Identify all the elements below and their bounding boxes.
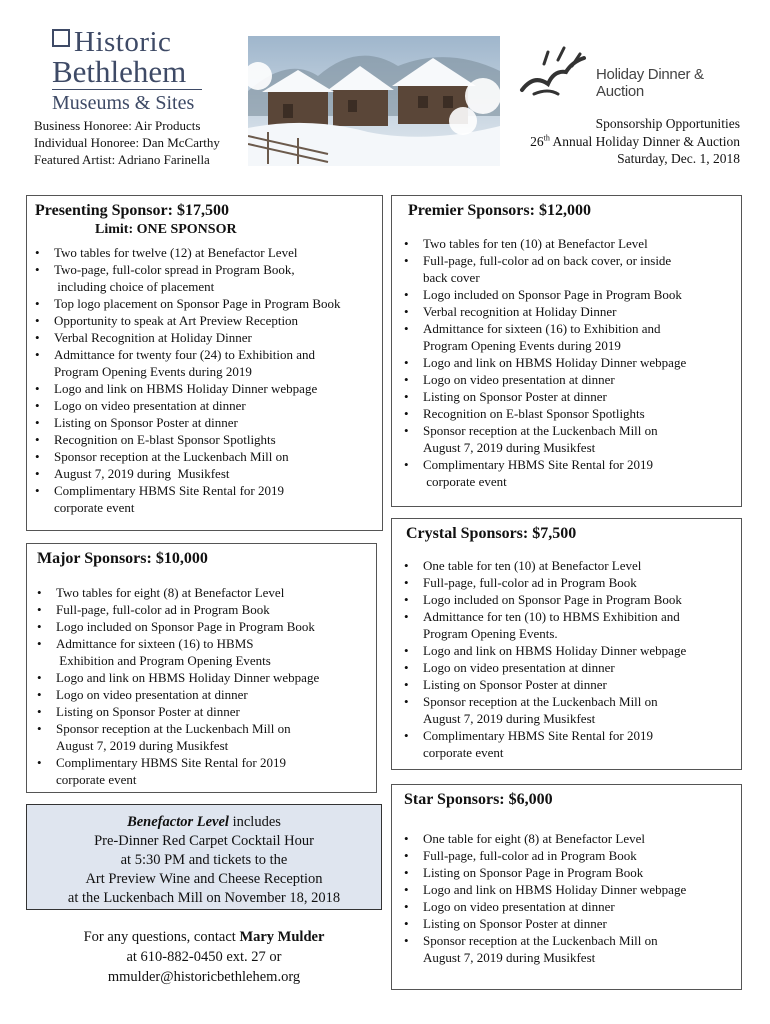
benefit-item [35, 448, 382, 465]
benefit-item [37, 754, 376, 788]
benefit-item [404, 286, 741, 303]
contact-phone: at 610-882-0450 ext. 27 or [126, 949, 282, 965]
benefit-text: • Logo and link on HBMS Holiday Dinner webpage [423, 882, 687, 897]
benefit-item [404, 354, 741, 371]
benefit-text: • Listing on Sponsor Poster at dinner [423, 389, 607, 404]
logo-text-historic: Historic [74, 26, 172, 58]
benefit-text: • Admittance for twenty four (24) to Exhibition and [54, 347, 316, 362]
contact-email[interactable]: mmulder@historicbethlehem.org [107, 969, 301, 985]
benefit-text: • Sponsor reception at the Luckenbach Mill on [54, 449, 289, 464]
presenting-limit: Limit: ONE SPONSOR [95, 222, 237, 237]
benefactor-emphasis: Benefactor Level [127, 814, 229, 830]
benefit-text: including choice of placement [54, 279, 215, 294]
benefactor-line-4: Art Preview Wine and Cheese Reception [85, 871, 323, 887]
benefit-item [404, 235, 741, 252]
benefit-text: • Two tables for twelve (12) at Benefactor Level [54, 245, 298, 260]
benefit-text: • Admittance for ten (10) to HBMS Exhibition and [423, 609, 680, 624]
benefit-item [37, 618, 376, 635]
benefit-item [37, 720, 376, 754]
contact-prefix: For any questions, contact [83, 929, 240, 945]
benefit-text: • Logo on video presentation at dinner [423, 372, 615, 387]
logo-square-icon [52, 29, 70, 47]
benefit-text: back cover [423, 270, 480, 285]
individual-honoree: Individual Honoree: Dan McCarthy [34, 135, 220, 150]
benefit-text: • Listing on Sponsor Poster at dinner [56, 704, 240, 719]
annual-event-line [530, 133, 740, 151]
benefit-text: • Listing on Sponsor Poster at dinner [423, 916, 607, 931]
benefit-text: • Recognition on E-blast Sponsor Spotlights [423, 406, 645, 421]
logo-rule [52, 89, 202, 90]
benefit-text: • Sponsor reception at the Luckenbach Mill on [423, 933, 658, 948]
benefit-text: • Complimentary HBMS Site Rental for 2019 [56, 755, 287, 770]
benefit-item [404, 932, 741, 966]
benefit-text: • Opportunity to speak at Art Preview Reception [54, 313, 299, 328]
benefit-item [404, 591, 741, 608]
benefit-text: • Listing on Sponsor Poster at dinner [54, 415, 238, 430]
benefit-item [404, 659, 741, 676]
benefit-item [404, 608, 741, 642]
benefit-text: • Recognition on E-blast Sponsor Spotlights [54, 432, 276, 447]
benefit-text: • Listing on Sponsor Poster at dinner [423, 677, 607, 692]
benefit-text: • Complimentary HBMS Site Rental for 2019 [54, 483, 285, 498]
benefit-text: • Logo on video presentation at dinner [56, 687, 248, 702]
annual-number: 26 [530, 133, 544, 149]
benefit-text: • Logo on video presentation at dinner [423, 899, 615, 914]
benefit-item [404, 303, 741, 320]
crystal-benefits [404, 557, 741, 761]
benefit-text: • Admittance for sixteen (16) to Exhibition and [423, 321, 661, 336]
presenting-title: Presenting Sponsor: $17,500 [35, 202, 229, 219]
benefit-item [404, 642, 741, 659]
benefit-text: • Verbal recognition at Holiday Dinner [423, 304, 617, 319]
honorees-list [34, 117, 220, 168]
star-title: Star Sponsors: $6,000 [404, 791, 553, 808]
logo-line-museums: Museums & Sites [52, 92, 195, 114]
event-date: Saturday, Dec. 1, 2018 [617, 151, 740, 166]
premier-title: Premier Sponsors: $12,000 [408, 202, 591, 219]
benefit-text: • Full-page, full-color ad in Program Book [56, 602, 270, 617]
annual-suffix: th [543, 133, 550, 142]
benefit-text: • August 7, 2019 during Musikfest [54, 466, 230, 481]
event-info [530, 115, 740, 168]
benefit-text: corporate event [56, 772, 137, 787]
benefit-text: • Logo and link on HBMS Holiday Dinner webpage [54, 381, 318, 396]
benefit-text: • Logo included on Sponsor Page in Program Book [423, 592, 682, 607]
benefit-text: • Sponsor reception at the Luckenbach Mill on [423, 423, 658, 438]
premier-benefits [404, 235, 741, 490]
benefit-item [35, 397, 382, 414]
benefit-text: corporate event [54, 500, 135, 515]
star-sponsor-box [391, 784, 742, 990]
benefit-item [404, 915, 741, 932]
benefit-item [35, 244, 382, 261]
benefit-item [404, 676, 741, 693]
benefit-text: • One table for ten (10) at Benefactor Level [423, 558, 642, 573]
benefit-text: • Admittance for sixteen (16) to HBMS [56, 636, 254, 651]
featured-artist: Featured Artist: Adriano Farinella [34, 152, 210, 167]
benefit-text: • One table for eight (8) at Benefactor Level [423, 831, 645, 846]
benefit-item [404, 693, 741, 727]
benefit-item [404, 252, 741, 286]
benefit-item [35, 431, 382, 448]
benefit-text: August 7, 2019 during Musikfest [56, 738, 229, 753]
benefit-item [404, 830, 741, 847]
benefit-text: August 7, 2019 during Musikfest [423, 440, 596, 455]
benefit-text: August 7, 2019 during Musikfest [423, 950, 596, 965]
benefit-text: • Full-page, full-color ad in Program Book [423, 848, 637, 863]
benefit-item [35, 482, 382, 516]
annual-rest: Annual Holiday Dinner & Auction [549, 133, 740, 149]
benefit-item [37, 635, 376, 669]
benefit-item [35, 312, 382, 329]
crystal-sponsor-box [391, 518, 742, 770]
benefit-text: Program Opening Events. [423, 626, 558, 641]
benefit-item [37, 601, 376, 618]
contact-info [26, 927, 382, 987]
major-title: Major Sponsors: $10,000 [37, 550, 208, 567]
holiday-dinner-logo [514, 44, 734, 100]
benefit-item [35, 329, 382, 346]
benefit-item [404, 898, 741, 915]
crystal-title: Crystal Sponsors: $7,500 [406, 525, 577, 542]
benefit-item [404, 574, 741, 591]
benefactor-line-1 [27, 813, 381, 832]
benefit-item [404, 727, 741, 761]
benefit-item [404, 320, 741, 354]
benefit-text: • Two tables for eight (8) at Benefactor Level [56, 585, 285, 600]
benefactor-includes: includes [228, 814, 281, 830]
benefit-text: Exhibition and Program Opening Events [56, 653, 271, 668]
benefit-item [35, 465, 382, 482]
benefit-item [404, 388, 741, 405]
benefit-item [37, 584, 376, 601]
benefit-item [404, 456, 741, 490]
benefit-text: • Sponsor reception at the Luckenbach Mill on [423, 694, 658, 709]
benefit-item [37, 669, 376, 686]
benefit-item [35, 346, 382, 380]
benefit-item [404, 881, 741, 898]
snowy-farm-photo [248, 36, 500, 166]
benefit-text: • Listing on Sponsor Page in Program Book [423, 865, 644, 880]
benefit-text: Program Opening Events during 2019 [54, 364, 252, 379]
benefit-text: • Full-page, full-color ad in Program Book [423, 575, 637, 590]
benefit-text: • Two tables for ten (10) at Benefactor Level [423, 236, 648, 251]
benefit-text: • Logo on video presentation at dinner [423, 660, 615, 675]
benefit-item [404, 405, 741, 422]
benefit-text: • Logo included on Sponsor Page in Program Book [56, 619, 315, 634]
benefit-item [404, 864, 741, 881]
benefit-item [35, 261, 382, 295]
benefit-text: • Logo and link on HBMS Holiday Dinner webpage [56, 670, 320, 685]
benefit-item [404, 371, 741, 388]
presenting-benefits [35, 244, 382, 516]
event-logo-text: Holiday Dinner & Auction [596, 66, 704, 100]
benefactor-line-5: at the Luckenbach Mill on November 18, 2018 [67, 890, 341, 906]
benefit-text: • Complimentary HBMS Site Rental for 2019 [423, 728, 654, 743]
opportunities-heading: Sponsorship Opportunities [595, 116, 740, 131]
business-honoree: Business Honoree: Air Products [34, 118, 201, 133]
benefit-text: • Verbal Recognition at Holiday Dinner [54, 330, 252, 345]
benefit-text: Program Opening Events during 2019 [423, 338, 621, 353]
logo-line-bethlehem: Bethlehem [52, 54, 187, 89]
major-benefits [37, 584, 376, 788]
benefit-text: • Top logo placement on Sponsor Page in Program Book [54, 296, 341, 311]
benefit-text: corporate event [423, 745, 504, 760]
benefit-text: • Logo and link on HBMS Holiday Dinner webpage [423, 355, 687, 370]
benefit-item [35, 295, 382, 312]
benefit-item [35, 380, 382, 397]
benefit-text: • Logo and link on HBMS Holiday Dinner webpage [423, 643, 687, 658]
benefit-item [37, 703, 376, 720]
contact-line-1 [26, 927, 382, 947]
benefit-text: • Full-page, full-color ad on back cover, or inside [423, 253, 672, 268]
benefit-text: • Logo on video presentation at dinner [54, 398, 246, 413]
star-benefits [404, 830, 741, 966]
contact-name: Mary Mulder [239, 929, 325, 945]
benefit-item [404, 557, 741, 574]
benefit-text: • Logo included on Sponsor Page in Program Book [423, 287, 682, 302]
benefit-text: August 7, 2019 during Musikfest [423, 711, 596, 726]
dancer-figure-icon [514, 44, 594, 100]
benefactor-level-box [26, 804, 382, 910]
major-sponsor-box [26, 543, 377, 793]
premier-sponsor-box [391, 195, 742, 507]
historic-bethlehem-logo [52, 26, 212, 114]
benefit-text: • Two-page, full-color spread in Program Book, [54, 262, 295, 277]
winter-barn-illustration [248, 36, 500, 166]
benefit-item [37, 686, 376, 703]
benefactor-line-2: Pre-Dinner Red Carpet Cocktail Hour [94, 833, 314, 849]
benefit-text: • Sponsor reception at the Luckenbach Mill on [56, 721, 291, 736]
benefit-item [404, 422, 741, 456]
benefit-text: • Complimentary HBMS Site Rental for 2019 [423, 457, 654, 472]
benefit-text: corporate event [423, 474, 507, 489]
presenting-sponsor-box [26, 195, 383, 531]
benefit-item [35, 414, 382, 431]
benefit-item [404, 847, 741, 864]
benefactor-line-3: at 5:30 PM and tickets to the [120, 852, 288, 868]
